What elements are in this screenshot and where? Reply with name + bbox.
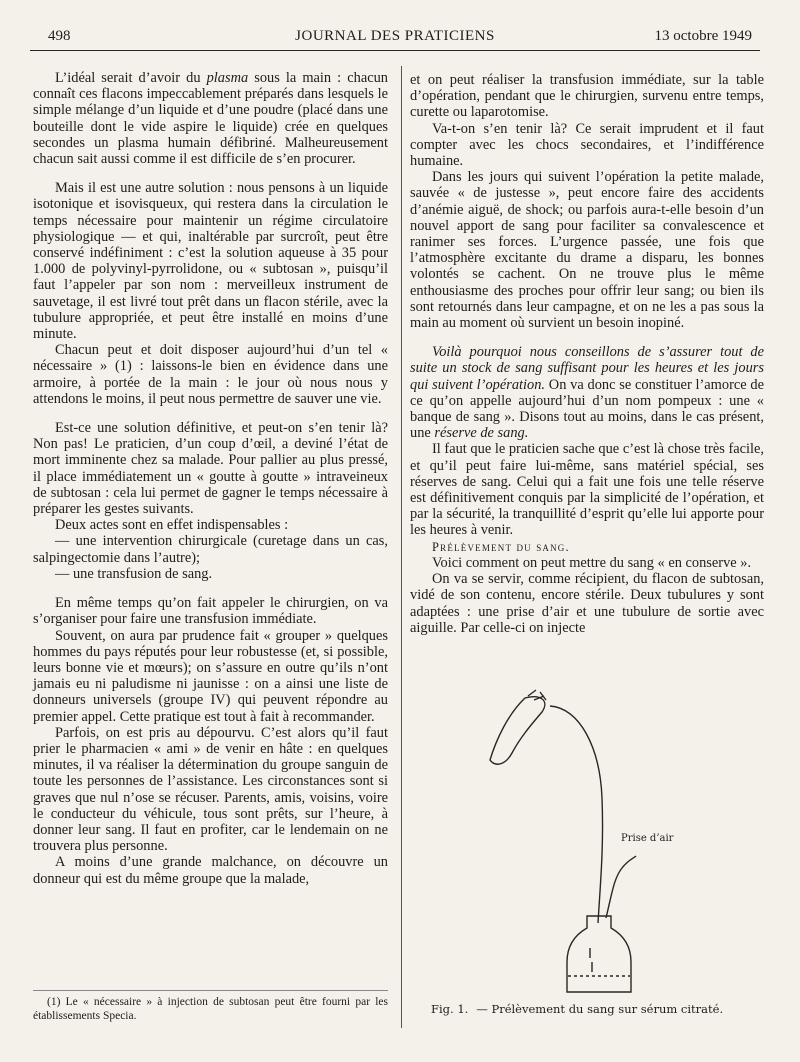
paragraph: Souvent, on aura par prudence fait « grouper » quelques hommes du pays réputés pour leur robustesse (et, si possible, leurs bonne vie et mœurs); on s’assure en outre qu’ils n’ont jamais eu ni paludisme ni jaunisse : on a ainsi une liste de donneurs universels (groupe IV) qui peuvent répondre au premier appel. Cette pratique est tout à fait à recommander.: [33, 627, 388, 725]
air-intake-tube-icon: [606, 856, 636, 918]
page-number: 498: [48, 28, 71, 44]
footnote: (1) Le « nécessaire » à injection de subtosan peut être fourni par les établissements Specia.: [33, 990, 388, 1023]
list-item: — une transfusion de sang.: [55, 565, 213, 582]
figure-label: Prise d’air: [621, 833, 674, 844]
figure-illustration: [430, 678, 770, 998]
tourniquet-icon: [528, 690, 546, 700]
paragraph: Il faut que le praticien sache que c’est là chose très facile, et qu’il peut faire lui-même, sans matériel spécial, ses réserves de sang. Celui qui a fait une fois une telle réserve est définitivement conquis par la simplicité de l’opération, et par la sécurité, la tranquillité d’esprit qu’elle lui apporte pour les heures à venir.: [410, 441, 764, 539]
outlet-tube-icon: [550, 706, 603, 923]
paragraph: Va-t-on s’en tenir là? Ce serait imprudent et il faut compter avec les chocs secondaires, et l’indifférence humaine.: [410, 120, 764, 170]
paragraph: L’idéal serait d’avoir du plasma sous la main : chacun connaît ces flacons impeccablement préparés dans lesquels le simple mélange d’un liquide et d’une poudre (placé dans une bouteille dont le vide aspire le liquide) crée en quelques secondes un plasma humain défibriné. Malheureusement chacun sait aussi comme il est difficile de s’en procurer.: [33, 70, 388, 168]
paragraph: En même temps qu’on fait appeler le chirurgien, on va s’organiser pour faire une transfusion immédiate.: [33, 595, 388, 628]
journal-title: JOURNAL DES PRATICIENS: [295, 28, 495, 44]
paragraph: Est-ce une solution définitive, et peut-on s’en tenir là? Non pas! Le praticien, d’un coup d’œil, a deviné l’état de mort imminente chez sa malade. Pour pallier au plus pressé, il place immédiatement un « goutte à goutte » intraveineux de subtosan : cela lui permet de gagner le temps nécessaire à préparer les gestes suivants.: [33, 420, 388, 518]
running-header: [30, 28, 760, 51]
paragraph: On va se servir, comme récipient, du flacon de subtosan, vidé de son contenu, encore stérile. Deux tubulures y sont adaptées : une prise d’air et une tubulure de sortie avec aiguille. Par celle-ci on injecte: [410, 571, 764, 636]
paragraph: Voilà pourquoi nous conseillons de s’assurer tout de suite un stock de sang suffisant pour les heures et les jours qui suivent l’opération. On va donc se constituer l’amorce de ce qu’on appelle aujourd’hui d’un nom pompeux : une « banque de sang ». Disons tout au moins, dans le cas présent, une réserve de sang.: [410, 344, 764, 442]
right-column: [410, 72, 764, 636]
issue-date: 13 octobre 1949: [654, 28, 752, 44]
paragraph: Voici comment on peut mettre du sang « en conserve ».: [432, 554, 752, 571]
arm-outline-icon: [490, 697, 545, 764]
paragraph: A moins d’une grande malchance, on découvre un donneur qui est du même groupe que la malade,: [33, 854, 388, 887]
paragraph: Parfois, on est pris au dépourvu. C’est alors qu’il faut prier le pharmacien « ami » de venir en hâte : en quelques minutes, il va réaliser la détermination du groupe sanguin de toute les personnes de l’assistance. Les circonstances sont si graves que nul n’ose se récuser. Parents, amis, voisins, voire le conducteur du véhicule, tous sont prêts, sur l’heure, à donner leur sang. Il faut en profiter, car le lendemain on ne trouvera plus personne.: [33, 724, 388, 855]
paragraph: Deux actes sont en effet indispensables :: [55, 517, 289, 534]
paragraph: et on peut réaliser la transfusion immédiate, sur la table d’opération, pendant que le chirurgien, survenu entre temps, curette ou laparotomise.: [410, 72, 764, 121]
paragraph: Dans les jours qui suivent l’opération la petite malade, sauvée « de justesse », peut encore faire des accidents d’anémie aiguë, de shock; ou parfois aura-t-elle besoin d’un nouvel apport de sang pour faciliter sa convalescence et ranimer ses forces. L’urgence passée, une fois que l’atmosphère excitante du drame a disparu, les bonnes volontés se cachent. On ne trouve plus le même enthousiasme des proches pour offrir leur sang; ou bien ils sont retournés dans leur campagne, et on ne les a pas sous la main au moment où survient un besoin inopiné.: [410, 169, 764, 332]
bottle-icon: [567, 916, 631, 992]
paragraph: Mais il est une autre solution : nous pensons à un liquide isotonique et isovisqueux, qui restera dans la circulation le temps nécessaire pour maintenir un régime circulatoire physiologique — et qui, inaltérable par surcroît, peut être conservé indéfiniment : c’est la solution aqueuse à 35 pour 1.000 de polyvinyl-pyrrolidone, ou « subtosan », puisqu’il faut l’appeler par son nom : merveilleux instrument de sauvetage, il est livré tout prêt dans un flacon stérile, avec la tubulure appropriée, et peut être installé en moins d’une minute.: [33, 180, 388, 343]
left-column: [33, 70, 388, 887]
figure-caption: Fig. 1. — Prélèvement du sang sur sérum citraté.: [431, 1002, 724, 1016]
section-heading: Prélèvement du sang.: [432, 539, 570, 554]
column-divider: [401, 66, 402, 1028]
list-item: — une intervention chirurgicale (curetage dans un cas, salpingectomie dans l’autre);: [33, 533, 388, 566]
paragraph: Chacun peut et doit disposer aujourd’hui d’un tel « nécessaire » (1) : laissons-le bien en évidence dans une armoire, à portée de la main : le jour où nous nous y attendons le moins, il peut nous permettre de sauver une vie.: [33, 342, 388, 407]
